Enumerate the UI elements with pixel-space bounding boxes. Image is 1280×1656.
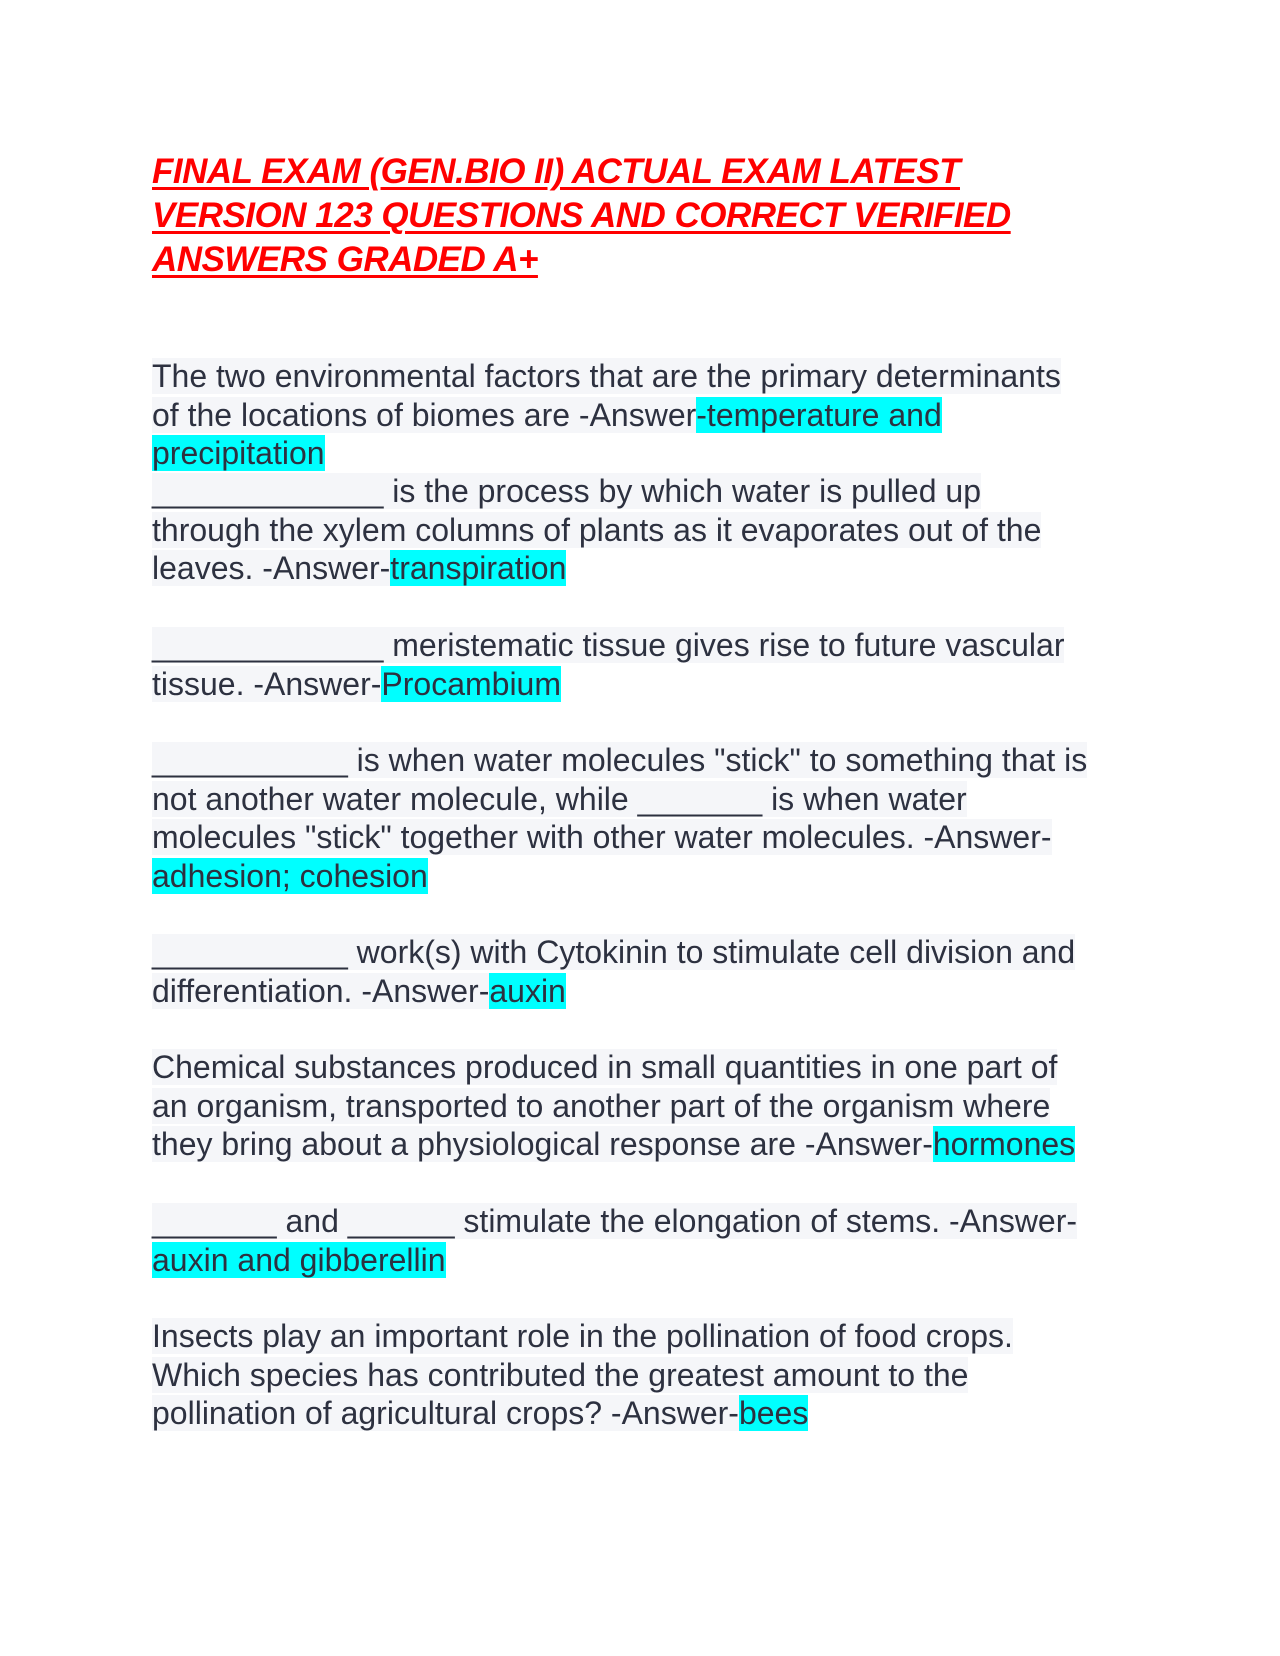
qa-line xyxy=(152,1241,1152,1280)
answer-highlight: auxin and gibberellin xyxy=(152,1241,446,1278)
qa-line xyxy=(152,665,1152,704)
answer-highlight: bees xyxy=(738,1395,809,1431)
qa-item xyxy=(152,357,1152,473)
qa-item xyxy=(152,1317,1152,1433)
question-text: tissue. -Answer- xyxy=(152,665,382,702)
qa-item xyxy=(152,1048,1152,1164)
title-line: ANSWERS GRADED A+ xyxy=(152,240,538,279)
qa-line xyxy=(152,626,1152,665)
answer-highlight: transpiration xyxy=(390,550,567,586)
qa-line xyxy=(152,357,1152,396)
question-text: pollination of agricultural crops? -Answer- xyxy=(152,1395,739,1431)
question-text: Chemical substances produced in small quantities in one part of xyxy=(152,1049,1058,1085)
qa-item xyxy=(152,472,1152,588)
question-text: ___________ is when water molecules "stick" to something that is xyxy=(152,742,1088,778)
answer-highlight: hormones xyxy=(932,1126,1076,1162)
qa-line xyxy=(152,396,1152,435)
qa-line xyxy=(152,1087,1152,1126)
qa-line xyxy=(152,472,1152,511)
question-text: _______ and ______ stimulate the elongation of stems. -Answer- xyxy=(152,1203,1078,1239)
question-text: of the locations of biomes are -Answer xyxy=(152,396,697,433)
question-text: an organism, transported to another part of the organism where xyxy=(152,1087,1051,1124)
question-text: The two environmental factors that are the primary determinants xyxy=(152,358,1061,394)
qa-line xyxy=(152,434,1152,473)
question-text: not another water molecule, while _______ is when water xyxy=(152,780,967,817)
qa-line xyxy=(152,1317,1152,1356)
qa-line xyxy=(152,1394,1152,1433)
question-text: leaves. -Answer- xyxy=(152,550,391,586)
qa-item xyxy=(152,1202,1152,1279)
qa-line xyxy=(152,972,1152,1011)
question-text: Insects play an important role in the pollination of food crops. xyxy=(152,1318,1013,1354)
document-title xyxy=(152,150,1132,282)
title-line: VERSION 123 QUESTIONS AND CORRECT VERIFIED xyxy=(152,196,1011,235)
question-text: differentiation. -Answer- xyxy=(152,972,490,1009)
question-text: _____________ is the process by which water is pulled up xyxy=(152,473,981,509)
qa-line xyxy=(152,1202,1152,1241)
qa-item xyxy=(152,933,1152,1010)
qa-line xyxy=(152,1356,1152,1395)
qa-line xyxy=(152,1048,1152,1087)
qa-item xyxy=(152,741,1152,895)
question-text: through the xylem columns of plants as it evaporates out of the xyxy=(152,511,1042,548)
answer-highlight: precipitation xyxy=(152,435,325,471)
qa-line xyxy=(152,549,1152,588)
qa-line xyxy=(152,780,1152,819)
qa-line xyxy=(152,818,1152,857)
answer-highlight: -temperature and xyxy=(696,396,942,433)
question-text: ___________ work(s) with Cytokinin to stimulate cell division and xyxy=(152,934,1076,970)
question-text: molecules "stick" together with other water molecules. -Answer- xyxy=(152,819,1052,855)
qa-item xyxy=(152,626,1152,703)
qa-line xyxy=(152,1125,1152,1164)
qa-line xyxy=(152,857,1152,896)
answer-highlight: auxin xyxy=(489,972,566,1009)
question-text: _____________ meristematic tissue gives rise to future vascular xyxy=(152,627,1065,663)
question-text: they bring about a physiological response are -Answer- xyxy=(152,1126,933,1162)
qa-line xyxy=(152,741,1152,780)
qa-line xyxy=(152,511,1152,550)
answer-highlight: Procambium xyxy=(381,665,561,702)
qa-line xyxy=(152,933,1152,972)
answer-highlight: adhesion; cohesion xyxy=(152,857,428,894)
question-text: Which species has contributed the greatest amount to the xyxy=(152,1356,969,1393)
title-line: FINAL EXAM (GEN.BIO II) ACTUAL EXAM LATEST xyxy=(152,152,960,191)
